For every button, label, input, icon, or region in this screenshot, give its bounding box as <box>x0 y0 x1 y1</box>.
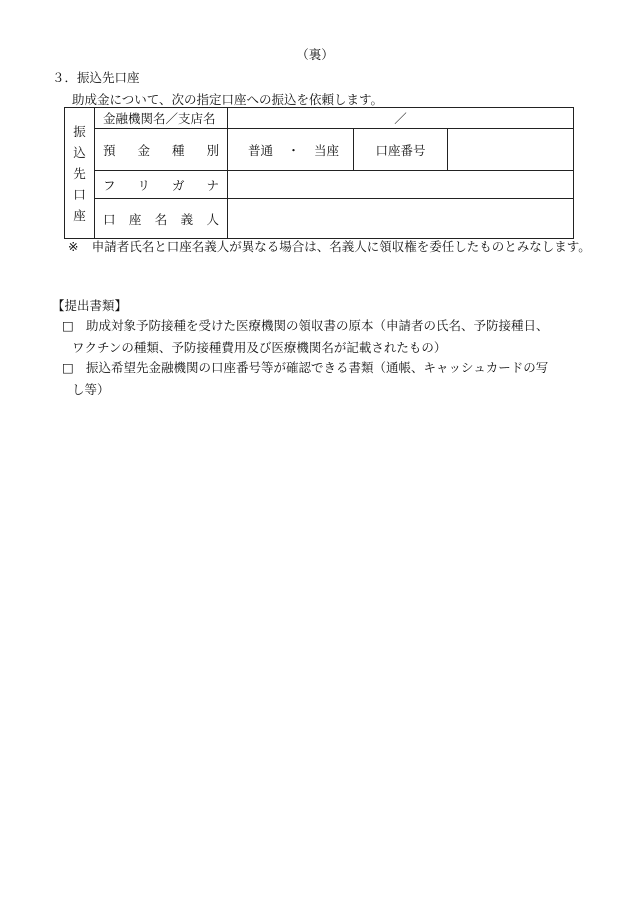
document-text: 振込希望先金融機関の口座番号等が確認できる書類（通帳、キャッシュカードの写 <box>86 360 549 375</box>
label-char: 預 <box>103 142 116 158</box>
furigana-field[interactable] <box>228 171 574 199</box>
label-char: ナ <box>206 177 219 193</box>
account-row-header <box>65 108 95 239</box>
label-char: フ <box>103 177 116 193</box>
note-mark: ※ <box>68 239 79 254</box>
document-text: 助成対象予防接種を受けた医療機関の領収書の原本（申請者の氏名、予防接種日、 <box>86 318 549 333</box>
note-text: 申請者氏名と口座名義人が異なる場合は、名義人に領収権を委任したものとみなします。 <box>91 239 591 254</box>
deposit-type-label <box>95 129 228 171</box>
section-title: ３．振込先口座 <box>52 70 140 85</box>
row-header-char: 振 <box>73 123 86 139</box>
bank-branch-label: 金融機関名／支店名 <box>95 108 228 129</box>
deposit-type-current[interactable]: 当座 <box>313 142 339 158</box>
label-char: 金 <box>137 142 150 158</box>
label-char: 人 <box>206 211 219 227</box>
note <box>68 236 601 258</box>
label-char: 種 <box>171 142 185 158</box>
furigana-label <box>95 171 228 199</box>
label-char: 口 <box>103 211 116 227</box>
label-char: 義 <box>180 211 194 227</box>
row-header-char: 座 <box>73 207 86 223</box>
label-char: 別 <box>206 142 219 158</box>
document-text-continued: ワクチンの種類、予防接種費用及び医療機関名が記載されたもの） <box>72 340 447 355</box>
account-holder-field[interactable] <box>228 199 574 239</box>
label-char: 座 <box>128 211 142 227</box>
row-header-char: 先 <box>73 165 86 181</box>
document-item <box>62 315 590 359</box>
document-text-continued: し等） <box>72 382 110 397</box>
page-heading: （裏） <box>296 47 334 62</box>
account-holder-label <box>95 199 228 239</box>
account-number-label: 口座番号 <box>354 129 448 171</box>
document-item <box>62 357 590 401</box>
row-header-char: 口 <box>73 186 86 202</box>
documents-heading: 【提出書類】 <box>52 298 128 313</box>
account-number-field[interactable] <box>448 129 574 171</box>
label-char: 名 <box>154 211 168 227</box>
account-table <box>64 107 574 239</box>
deposit-type-field[interactable] <box>228 129 354 171</box>
bank-branch-field[interactable]: ／ <box>228 108 574 129</box>
checkbox[interactable]: □ <box>62 360 74 375</box>
request-text: 助成金について、次の指定口座への振込を依頼します。 <box>72 92 384 107</box>
label-char: ガ <box>171 177 185 193</box>
row-header-char: 込 <box>73 144 86 160</box>
deposit-type-ordinary[interactable]: 普通 <box>248 142 274 158</box>
deposit-type-separator: ・ <box>287 142 300 158</box>
label-char: リ <box>137 177 150 193</box>
checkbox[interactable]: □ <box>62 318 74 333</box>
